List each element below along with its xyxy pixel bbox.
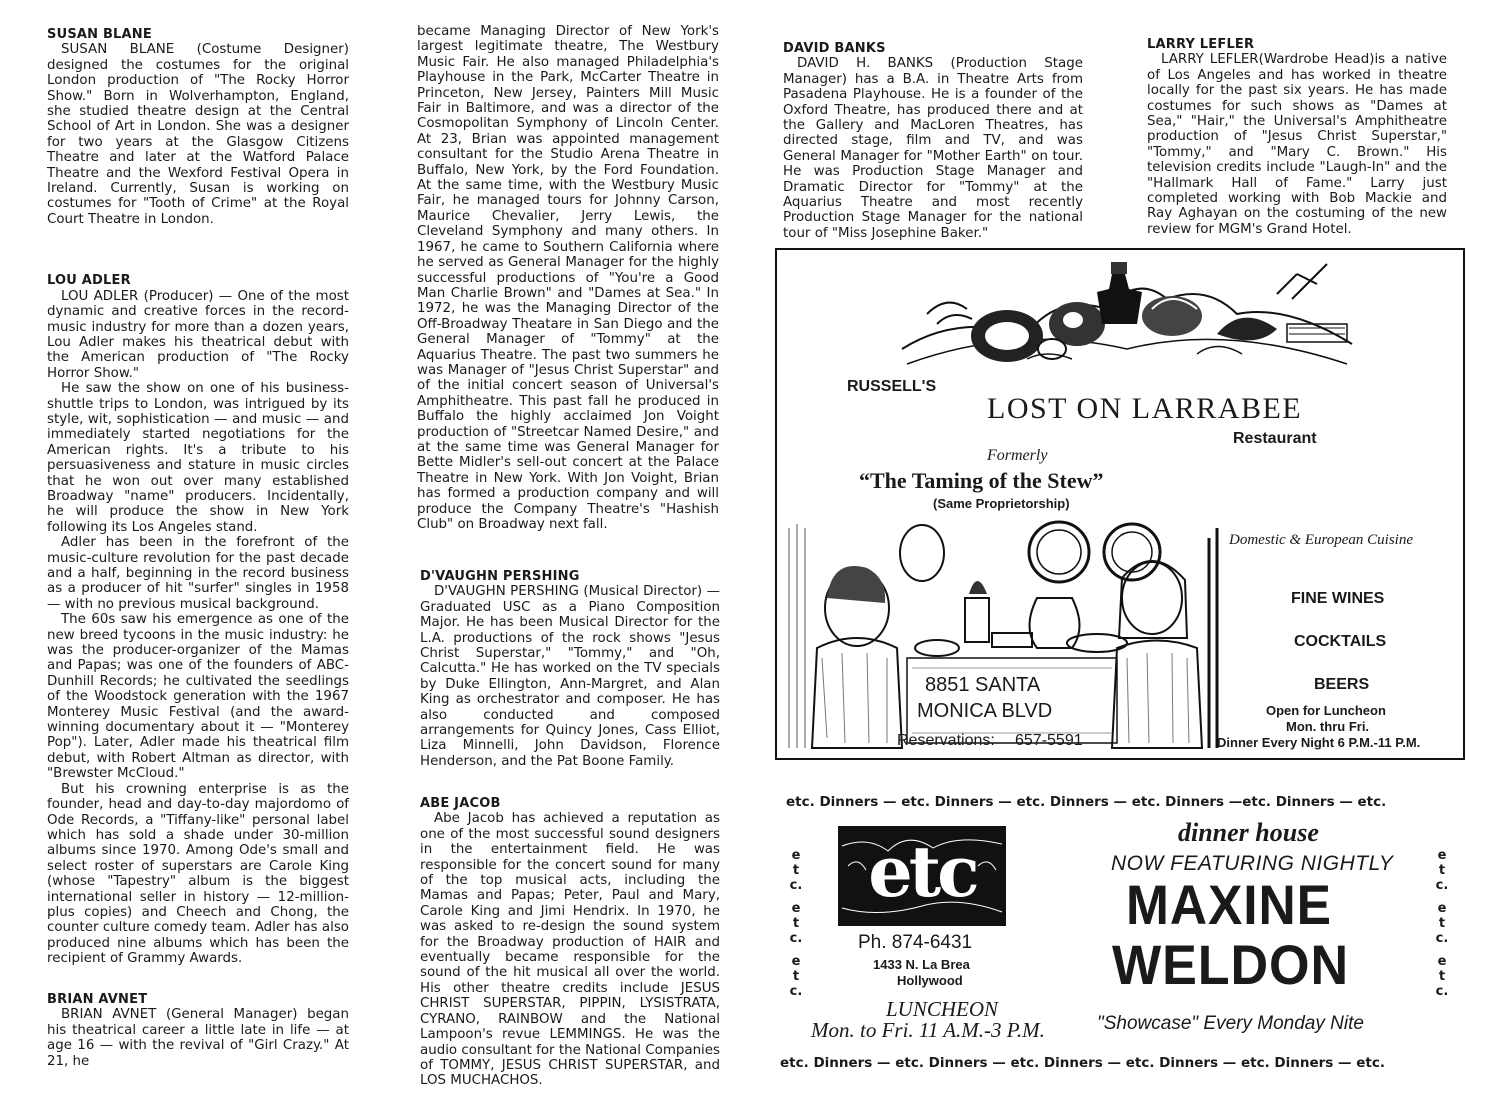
column-1 <box>47 27 349 967</box>
cuisine-label: Domestic & European Cuisine <box>1229 532 1414 548</box>
etc-luncheon-hours: Mon. to Fri. 11 A.M.-3 P.M. <box>811 1018 1045 1042</box>
russells-label: RUSSELL'S <box>847 378 937 395</box>
side-letters-left <box>788 848 804 999</box>
column-4 <box>1147 37 1447 237</box>
side-letter: e <box>791 901 801 916</box>
reservations-label: Reservations: <box>897 732 995 749</box>
side-letter: c. <box>1435 878 1449 893</box>
restaurant-name: LOST ON LARRABEE <box>987 392 1303 425</box>
bio-text-lou-adler-1: LOU ADLER (Producer) — One of the most dynamic and creative forces in the record-music industry for more than a dozen years, Lou Adler makes his theatrical debut with the American production of "The Rocky Horror Show." <box>47 288 349 381</box>
dinner-hours: Dinner Every Night 6 P.M.-11 P.M. <box>1217 735 1421 750</box>
side-letter: t <box>792 916 800 931</box>
column-2 <box>417 24 719 532</box>
performer-last-name: WELDON <box>1112 933 1350 996</box>
bio-heading-susan-blane: SUSAN BLANE <box>47 27 152 42</box>
luncheon-label: Open for Luncheon <box>1266 703 1386 718</box>
etc-address: 1433 N. La Brea <box>873 957 970 972</box>
dinner-house-label: dinner house <box>1178 818 1319 847</box>
performer-first-name: MAXINE <box>1126 873 1332 936</box>
bio-heading-lou-adler: LOU ADLER <box>47 273 131 289</box>
side-letter: c. <box>1435 984 1449 999</box>
formerly-label: Formerly <box>987 447 1048 464</box>
etc-logo <box>838 826 1006 926</box>
address-line-2: MONICA BLVD <box>917 700 1053 722</box>
restaurant-ad-lost-on-larrabee <box>775 248 1465 760</box>
bio-text-brian-avnet-cont: became Managing Director of New York's largest legitimate theatre, The Westbury Music Fair. He also managed Philadelphia's Playhouse in the Park, McCarter Theatre in Princeton, New Jersey, Painters Mill Music Fair in Baltimore, and was a director of the Cosmopolitan Symphony of Lincoln Center. At 23, Brian was appointed management consultant for the Studio Arena Theatre in Buffalo, New York, by the Ford Foundation. At the same time, with the Westbury Music Fair, he managed tours for Johnny Carson, Maurice Chevalier, Jerry Lewis, the Cleveland Symphony and many others. In 1967, he came to Southern California where he served as General Manager for the highly successful productions of "You're a Good Man Charlie Brown" and "Dames at Sea." In 1972, he was the Managing Director of the Off-Broadway Theatare in San Diego and the General Manager of "Tommy" at the Aquarius Theatre. The past two summers he was Manager of "Jesus Christ Superstar" and of the initial concert season of Universal's Amphitheatre. This past fall he produced in Buffalo the highly acclaimed Jon Voight production of "Streetcar Named Desire," and at the same time was General Manager for Bette Midler's sell-out concert at the Palace Theatre in New York. With Jon Voight, Brian has formed a production company and will produce the Company Theatre's "Hashish Club" on Broadway next fall. <box>417 24 719 532</box>
column-2-mid <box>420 569 720 769</box>
etc-dinners-banner-bottom: etc. Dinners — etc. Dinners — etc. Dinners — etc. Dinners — etc. Dinners — etc. <box>780 1055 1385 1071</box>
bio-text-larry-lefler: LARRY LEFLER(Wardrobe Head)is a native of Los Angeles and has worked in theatre locally for the past six years. He has made costumes for such shows as "Dames at Sea," "Hair," the Universal's Amphitheatre production of "Jesus Christ Superstar," "Tommy," and "Mary C. Brown." His television credits include "Laugh-In" and the "Hallmark Hall of Fame." Larry just completed working with Bob Mackie and Ray Aghayan on the costuming of the new review for MGM's Grand Hotel. <box>1147 52 1447 237</box>
bio-text-lou-adler-4: The 60s saw his emergence as one of the new breed tycoons in the music industry: he was the producer-organizer of the Mamas and Papas; was one of the founders of ABC-Dunhill Records; he cultivated the seedlings of the Woodstock generation with the 1967 Monterey Music Festival (and the award-winning documentary about it — "Monterey Pop"). Later, Adler made his theatrical film debut, with Robert Altman as director, with "Brewster McCloud." <box>47 612 349 782</box>
same-proprietorship-note: (Same Proprietorship) <box>933 496 1070 511</box>
restaurant-label: Restaurant <box>1233 430 1317 447</box>
bio-text-susan-blane: SUSAN BLANE (Costume Designer) designed the costumes for the original London production of "The Rocky Horror Show." Born in Wolverhampton, England, she studied theatre design at the Central School of Art in London. She was a designer for two years at the Glasgow Citizens Theatre and later at the Watford Palace Theatre and the Wexford Festival Opera in Ireland. Currently, Susan is working on costumes for "Tooth of Crime" at the Royal Court Theatre in London. <box>47 42 349 227</box>
side-letter: c. <box>1435 931 1449 946</box>
luncheon-days: Mon. thru Fri. <box>1286 719 1370 734</box>
bio-heading-david-banks: DAVID BANKS <box>783 41 886 56</box>
column-3 <box>783 41 1083 241</box>
beers-label: BEERS <box>1314 676 1370 693</box>
side-letter: t <box>1438 969 1446 984</box>
side-letter: t <box>792 863 800 878</box>
reservations-phone: 657-5591 <box>1015 732 1083 749</box>
etc-logo-text: etc <box>868 830 976 913</box>
bio-text-lou-adler-5: But his crowning enterprise is as the founder, head and day-to-day majordomo of Ode Records, a "Tiffany-like" personal label which has sold a shade under 30-million albums since 1970. Among Ode's small and select roster of superstars are Carole King (whose "Tapestry" album is the biggest international seller in history — 12-million-plus copies) and Cheech and Chong, the counter culture comedy team. Adler has also produced nine albums which has been the recipient of Grammy Awards. <box>47 781 349 967</box>
bio-heading-larry-lefler: LARRY LEFLER <box>1147 37 1255 52</box>
side-letter: e <box>1437 848 1447 863</box>
side-letter: e <box>791 848 801 863</box>
bio-text-brian-avnet-start: BRIAN AVNET (General Manager) began his theatrical career a little late in life — at age 16 — with the revival of "Girl Crazy." At 21, he <box>47 1007 349 1069</box>
etc-phone: Ph. 874-6431 <box>858 932 973 953</box>
side-letter: c. <box>789 931 803 946</box>
former-restaurant-name: “The Taming of the Stew” <box>859 468 1104 493</box>
side-letter: e <box>1437 901 1447 916</box>
side-letter: e <box>791 954 801 969</box>
etc-luncheon-label: LUNCHEON <box>886 997 999 1021</box>
bio-text-david-banks: DAVID H. BANKS (Production Stage Manager) has a B.A. in Theatre Arts from Pasadena Playhouse. He is a founder of the Oxford Theatre, has produced there and at the Gallery and MacLoren Theatres, has directed stage, film and TV, and was General Manager for "Mother Earth" on tour. He was Production Stage Manager and Dramatic Director for "Tommy" at the Aquarius Theatre and most recently Production Stage Manager for the national tour of "Miss Josephine Baker." <box>783 56 1083 241</box>
side-letter: c. <box>789 984 803 999</box>
column-1-bottom <box>47 992 349 1069</box>
side-letter: t <box>1438 916 1446 931</box>
bio-text-lou-adler-3: Adler has been in the forefront of the music-culture revolution for the past decade and a half, beginning in the record business as a producer of hit "surfer" singles in 1958 — with no previous musical background. <box>47 535 349 612</box>
column-2-bottom <box>420 796 720 1089</box>
bio-text-abe-jacob: Abe Jacob has achieved a reputation as one of the most successful sound designers in the entertainment field. He was responsible for the concert sound for many of the top musical acts, including the Mamas and Papas; Peter, Paul and Mary, Carole King and Jimi Hendrix. In 1970, he was asked to re-design the sound system for the Broadway production of HAIR and eventually became responsible for the sound of the hit musical all over the world. His other theatre credits include JESUS CHRIST SUPERSTAR, PIPPIN, LYSISTRATA, CYRANO, RAINBOW and the National Lampoon's revue LEMMINGS. He was the audio consultant for the National Companies of TOMMY, JESUS CHRIST SUPERSTAR, and LOS MUCHACHOS. <box>420 811 720 1089</box>
bio-heading-brian-avnet: BRIAN AVNET <box>47 992 148 1007</box>
now-featuring-label: NOW FEATURING NIGHTLY <box>1111 852 1394 875</box>
fine-wines-label: FINE WINES <box>1291 590 1385 607</box>
bio-heading-abe-jacob: ABE JACOB <box>420 796 501 811</box>
side-letter: t <box>792 969 800 984</box>
showcase-note: "Showcase" Every Monday Nite <box>1097 1013 1364 1034</box>
address-line-1: 8851 SANTA <box>925 674 1041 696</box>
bio-text-lou-adler-2: He saw the show on one of his business-shuttle trips to London, was intrigued by its style, wit, sophistication — and music — and immediately started negotiations for the American rights. It's a tribute to his persuasiveness and stature in music circles that he won out over many established Broadway "name" producers. Incidentally, he will produce the show in New York following its Los Angeles stand. <box>47 381 349 535</box>
etc-dinners-banner-top: etc. Dinners — etc. Dinners — etc. Dinners — etc. Dinners —etc. Dinners — etc. <box>786 794 1387 810</box>
etc-city: Hollywood <box>897 973 963 988</box>
cocktails-label: COCKTAILS <box>1294 633 1387 650</box>
bio-text-dvaughn-pershing: D'VAUGHN PERSHING (Musical Director) — Graduated USC as a Piano Composition Major. He has been Musical Director for the L.A. productions of the rock shows "Jesus Christ Superstar," "Tommy," and "Oh, Calcutta." He has worked on the TV specials by Duke Ellington, Ann-Margret, and Alan King as orchestrator and composer. He has also conducted and composed arrangements for Quincy Jones, Cass Elliot, Liza Minnelli, John Davidson, Florence Henderson, and the Pat Boone Family. <box>420 584 720 769</box>
side-letter: t <box>1438 863 1446 878</box>
side-letter: c. <box>789 878 803 893</box>
bio-heading-dvaughn-pershing: D'VAUGHN PERSHING <box>420 569 580 584</box>
side-letter: e <box>1437 954 1447 969</box>
still-life-engraving <box>897 254 1357 376</box>
side-letters-right <box>1434 848 1450 999</box>
